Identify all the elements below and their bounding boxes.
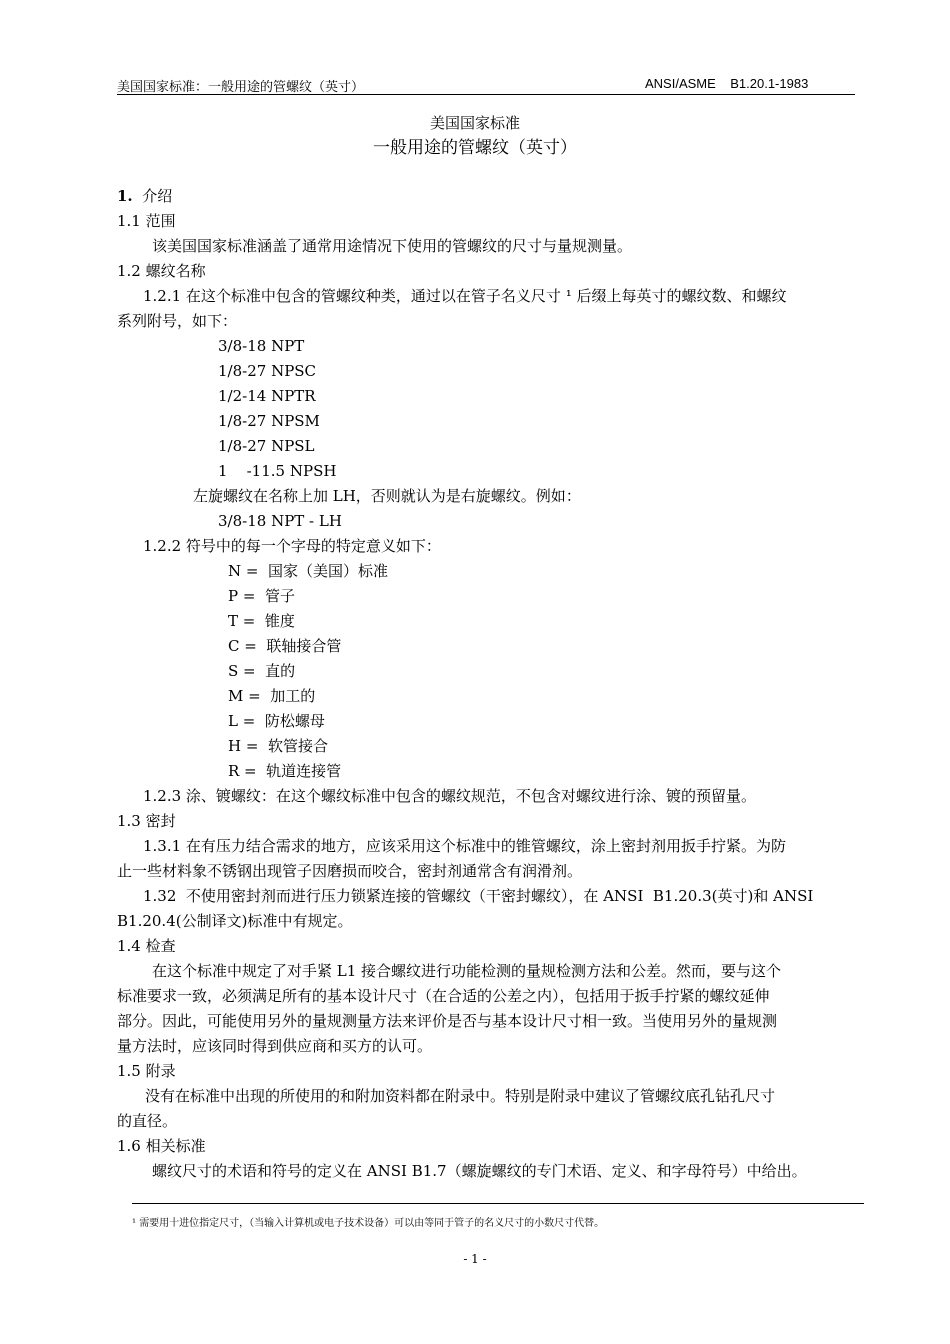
running-header — [117, 76, 855, 95]
letter-meaning: P = 管子 — [228, 587, 295, 605]
section-1-4-line: 标准要求一致，必须满足所有的基本设计尺寸（在合适的公差之内），包括用于扳手拧紧的螺纹延伸 — [117, 987, 770, 1005]
section-1-5-heading: 1.5 附录 — [117, 1062, 176, 1080]
footnote-divider — [132, 1203, 864, 1204]
thread-example: 1/8-27 NPSM — [218, 412, 320, 430]
section-1-4-line: 在这个标准中规定了对手紧 L1 接合螺纹进行功能检测的量规检测方法和公差。然而，要与这个 — [152, 962, 782, 980]
section-1-4-line: 量方法时，应该同时得到供应商和买方的认可。 — [117, 1037, 433, 1055]
letter-meaning: T = 锥度 — [228, 612, 295, 630]
paragraph-1-2-1-line2: 系列附号，如下： — [117, 312, 238, 330]
section-1-4-heading: 1.4 检查 — [117, 937, 176, 955]
document-title-line2: 一般用途的管螺纹（英寸） — [373, 138, 577, 158]
paragraph-1-3-2-line2: B1.20.4(公制译文)标准中有规定。 — [117, 912, 353, 930]
section-1-6-body: 螺纹尺寸的术语和符号的定义在 ANSI B1.7（螺旋螺纹的专门术语、定义、和字母符号）中给出。 — [152, 1162, 807, 1180]
section-1-1-body: 该美国国家标准涵盖了通常用途情况下使用的管螺纹的尺寸与量规测量。 — [152, 237, 633, 255]
section-1-5-line1: 没有在标准中出现的所使用的和附加资料都在附录中。特别是附录中建议了管螺纹底孔钻孔尺寸 — [145, 1087, 776, 1105]
page-number: - 1 - — [463, 1252, 487, 1266]
letter-meaning: H = 软管接合 — [228, 737, 328, 755]
thread-example: 1/2-14 NPTR — [218, 387, 316, 405]
left-hand-note: 左旋螺纹在名称上加 LH，否则就认为是右旋螺纹。例如： — [193, 487, 581, 505]
letter-meaning: M = 加工的 — [228, 687, 316, 705]
paragraph-1-2-3: 1.2.3 涂、镀螺纹：在这个螺纹标准中包含的螺纹规范，不包含对螺纹进行涂、镀的预留量。 — [143, 787, 756, 805]
header-title: 美国国家标准：一般用途的管螺纹（英寸） — [117, 80, 365, 95]
paragraph-1-3-1-line1: 1.3.1 在有压力结合需求的地方，应该采用这个标准中的锥管螺纹，涂上密封剂用扳手拧紧。为防 — [143, 837, 786, 855]
paragraph-1-3-1-line2: 止一些材料象不锈钢出现管子因磨损而咬合，密封剂通常含有润滑剂。 — [117, 862, 583, 880]
letter-meaning: L = 防松螺母 — [228, 712, 325, 730]
section-1-5-line2: 的直径。 — [117, 1112, 178, 1130]
section-1-number: 1. — [117, 187, 133, 205]
section-1-heading — [117, 186, 172, 206]
letter-meaning: R = 轨道连接管 — [228, 762, 342, 780]
thread-example: 1 -11.5 NPSH — [218, 462, 337, 480]
section-1-6-heading: 1.6 相关标准 — [117, 1137, 206, 1155]
section-1-4-line: 部分。因此，可能使用另外的量规测量方法来评价是否与基本设计尺寸相一致。当使用另外的量规测 — [117, 1012, 778, 1030]
footnote: ¹ 需要用十进位指定尺寸，（当输入计算机或电子技术设备）可以由等同于管子的名义尺寸的小数尺寸代替。 — [132, 1218, 605, 1229]
paragraph-1-3-2-line1: 1.32 不使用密封剂而进行压力锁紧连接的管螺纹（干密封螺纹），在 ANSI B1.20.3(英寸)和 ANSI — [143, 887, 814, 905]
thread-example: 3/8-18 NPT — [218, 337, 305, 355]
paragraph-1-2-1-line1: 1.2.1 在这个标准中包含的管螺纹种类，通过以在管子名义尺寸 ¹ 后缀上每英寸的螺纹数、和螺纹 — [143, 287, 787, 305]
section-1-2-heading: 1.2 螺纹名称 — [117, 262, 206, 280]
thread-example: 1/8-27 NPSL — [218, 437, 315, 455]
section-1-1-heading: 1.1 范围 — [117, 212, 176, 230]
thread-example: 1/8-27 NPSC — [218, 362, 317, 380]
header-standard-code: ANSI/ASME B1.20.1-1983 — [645, 76, 809, 91]
paragraph-1-2-2: 1.2.2 符号中的每一个字母的特定意义如下： — [143, 537, 441, 555]
section-1-3-heading: 1.3 密封 — [117, 812, 176, 830]
section-1-title: 介绍 — [142, 187, 173, 205]
document-title-line1: 美国国家标准 — [429, 114, 520, 132]
letter-meaning: C = 联轴接合管 — [228, 637, 342, 655]
letter-meaning: N = 国家（美国）标准 — [228, 562, 388, 580]
left-hand-example: 3/8-18 NPT - LH — [218, 512, 342, 530]
letter-meaning: S = 直的 — [228, 662, 296, 680]
